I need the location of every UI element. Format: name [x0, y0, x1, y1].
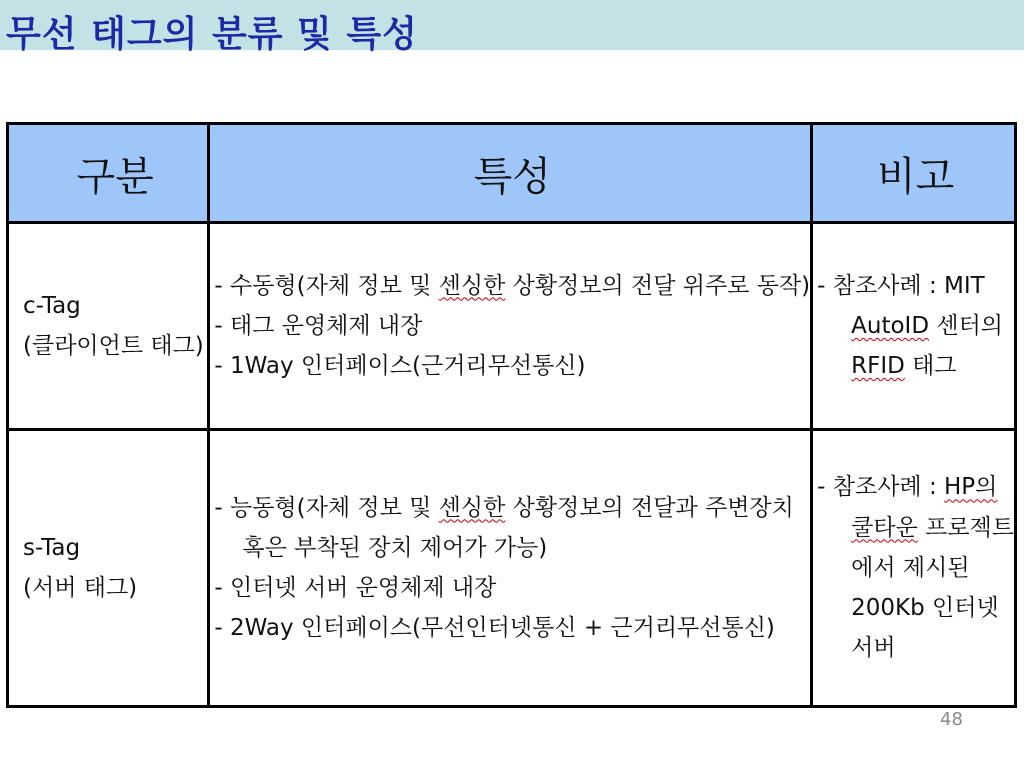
table-row-s-tag	[8, 430, 1016, 707]
header-features: 특성	[209, 124, 812, 223]
feature-line: - 능동형(자체 정보 및 센싱한 상황정보의 전달과 주변장치	[214, 494, 794, 521]
category-name: c-Tag	[23, 292, 81, 319]
header-category: 구분	[8, 124, 209, 223]
note-line: - 참조사례 : HP의	[817, 474, 998, 501]
feature-line: - 2Way 인터페이스(무선인터넷통신 + 근거리무선통신)	[214, 615, 775, 642]
feature-line: - 1Way 인터페이스(근거리무선통신)	[214, 353, 586, 380]
note-line: RFID 태그	[851, 353, 957, 380]
note-line: 쿨타운 프로젝트	[851, 514, 1014, 541]
note-line: 200Kb 인터넷	[851, 595, 999, 622]
note-line: 서버	[851, 635, 896, 662]
feature-line: - 인터넷 서버 운영체제 내장	[214, 575, 497, 601]
table-header-row	[8, 124, 1016, 223]
notes-cell	[812, 430, 1016, 707]
category-cell	[8, 223, 209, 430]
header-notes: 비고	[812, 124, 1016, 223]
slide-title: 무선 태그의 분류 및 특성	[6, 13, 418, 55]
note-line: 에서 제시된	[851, 554, 970, 581]
category-name: s-Tag	[23, 534, 81, 561]
tag-classification-table	[6, 122, 1017, 708]
page-number: 48	[940, 709, 963, 730]
features-cell	[209, 430, 812, 707]
category-cell	[8, 430, 209, 707]
features-cell	[209, 223, 812, 430]
category-subtitle: (클라이언트 태그)	[23, 333, 204, 359]
feature-line: 혹은 부착된 장치 제어가 가능)	[242, 534, 548, 561]
note-line: - 참조사례 : MIT	[817, 272, 985, 299]
feature-line: - 수동형(자체 정보 및 센싱한 상황정보의 전달 위주로 동작)	[214, 272, 811, 299]
category-subtitle: (서버 태그)	[23, 575, 138, 601]
note-line: AutoID 센터의	[851, 312, 1004, 339]
notes-cell	[812, 223, 1016, 430]
feature-line: - 태그 운영체제 내장	[214, 312, 423, 339]
table-row-c-tag	[8, 223, 1016, 430]
